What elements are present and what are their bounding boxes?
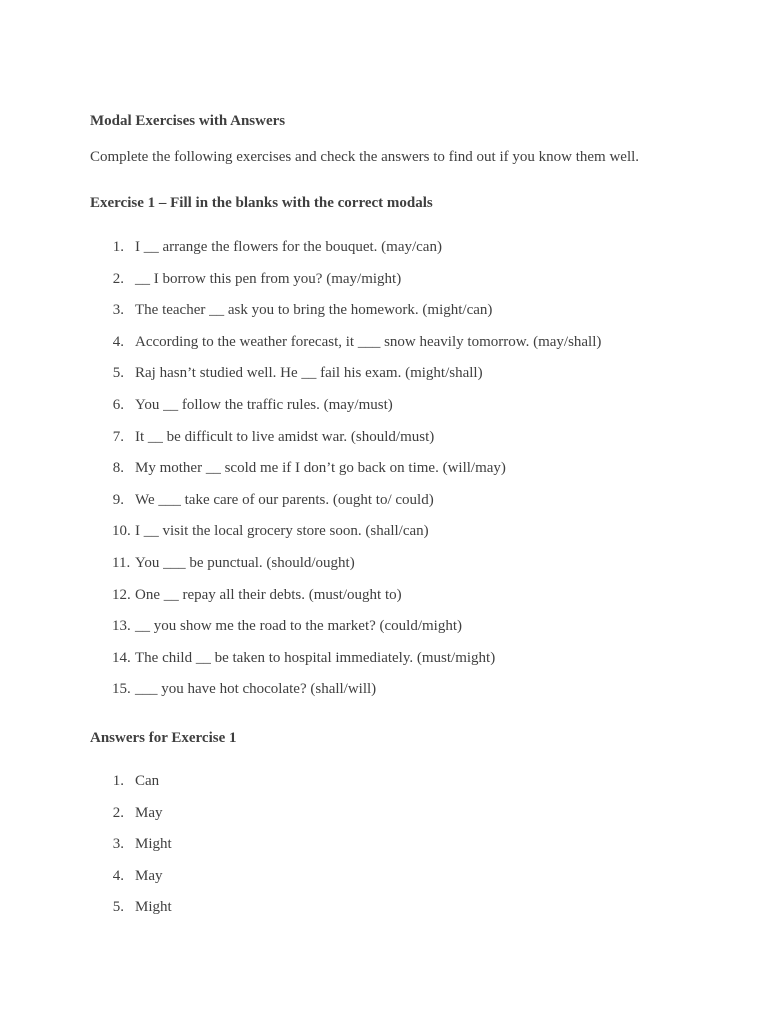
exercise-item [90, 490, 730, 522]
document-title: Modal Exercises with Answers [90, 113, 286, 129]
exercise-item [90, 458, 730, 490]
list-item-number: 5. [112, 899, 124, 916]
list-item-text: Might [135, 836, 172, 853]
list-item-number: 1. [112, 772, 124, 789]
exercise-item [90, 679, 730, 711]
exercise-item [90, 616, 730, 648]
exercise-item [90, 585, 730, 617]
list-item-text: I __ visit the local grocery store soon. (shall/can) [135, 523, 429, 540]
list-item-number: 3. [112, 302, 124, 319]
list-item-text: You ___ be punctual. (should/ought) [135, 554, 355, 571]
list-item-number: 2. [112, 270, 124, 287]
list-item-number: 13. [112, 618, 131, 635]
list-item-number: 4. [112, 867, 124, 884]
document-page [90, 111, 730, 929]
exercise-item [90, 395, 730, 427]
exercise-item [90, 332, 730, 364]
list-item-text: Raj hasn’t studied well. He __ fail his exam. (might/shall) [135, 365, 483, 382]
list-item-number: 7. [112, 428, 124, 445]
exercise-item [90, 648, 730, 680]
answer-item [90, 803, 730, 835]
list-item-number: 5. [112, 365, 124, 382]
list-item-number: 1. [112, 239, 124, 255]
exercise-1-list [90, 237, 730, 711]
list-item-number: 4. [112, 333, 124, 350]
list-item-text: I __ arrange the flowers for the bouquet. (may/can) [135, 239, 442, 255]
list-item-text: Might [135, 899, 172, 916]
list-item-text: We ___ take care of our parents. (ought to/ could) [135, 491, 434, 508]
answer-item [90, 771, 730, 803]
exercise-item [90, 237, 730, 269]
exercise-1-heading: Exercise 1 – Fill in the blanks with the correct modals [90, 195, 433, 211]
list-item-number: 15. [112, 681, 131, 698]
list-item-text: The teacher __ ask you to bring the homework. (might/can) [135, 302, 493, 319]
exercise-item [90, 363, 730, 395]
answer-item [90, 897, 730, 929]
list-item-text: The child __ be taken to hospital immediately. (must/might) [135, 649, 496, 666]
list-item-number: 6. [112, 396, 124, 413]
list-item-text: According to the weather forecast, it ___ snow heavily tomorrow. (may/shall) [135, 333, 602, 350]
list-item-text: ___ you have hot chocolate? (shall/will) [135, 681, 377, 698]
answer-item [90, 866, 730, 898]
list-item-text: One __ repay all their debts. (must/ought to) [135, 586, 402, 603]
exercise-item [90, 300, 730, 332]
list-item-number: 2. [112, 804, 124, 821]
list-item-number: 11. [112, 554, 131, 571]
list-item-text: May [135, 867, 163, 884]
list-item-text: It __ be difficult to live amidst war. (should/must) [135, 428, 435, 445]
answer-item [90, 834, 730, 866]
exercise-item [90, 269, 730, 301]
answers-1-list [90, 771, 730, 929]
exercise-item [90, 553, 730, 585]
list-item-number: 14. [112, 649, 131, 666]
list-item-text: Can [135, 772, 160, 789]
list-item-number: 9. [112, 491, 124, 508]
list-item-number: 8. [112, 460, 124, 477]
list-item-text: You __ follow the traffic rules. (may/must) [135, 396, 393, 413]
list-item-text: May [135, 804, 163, 821]
answers-1-heading: Answers for Exercise 1 [90, 729, 237, 746]
list-item-number: 12. [112, 586, 131, 603]
list-item-number: 3. [112, 836, 124, 853]
list-item-text: __ I borrow this pen from you? (may/might) [135, 270, 402, 287]
intro-paragraph: Complete the following exercises and check the answers to find out if you know them well. [90, 149, 640, 165]
list-item-number: 10. [112, 523, 131, 540]
list-item-text: __ you show me the road to the market? (could/might) [135, 618, 463, 635]
exercise-item [90, 521, 730, 553]
exercise-item [90, 427, 730, 459]
list-item-text: My mother __ scold me if I don’t go back on time. (will/may) [135, 460, 506, 477]
